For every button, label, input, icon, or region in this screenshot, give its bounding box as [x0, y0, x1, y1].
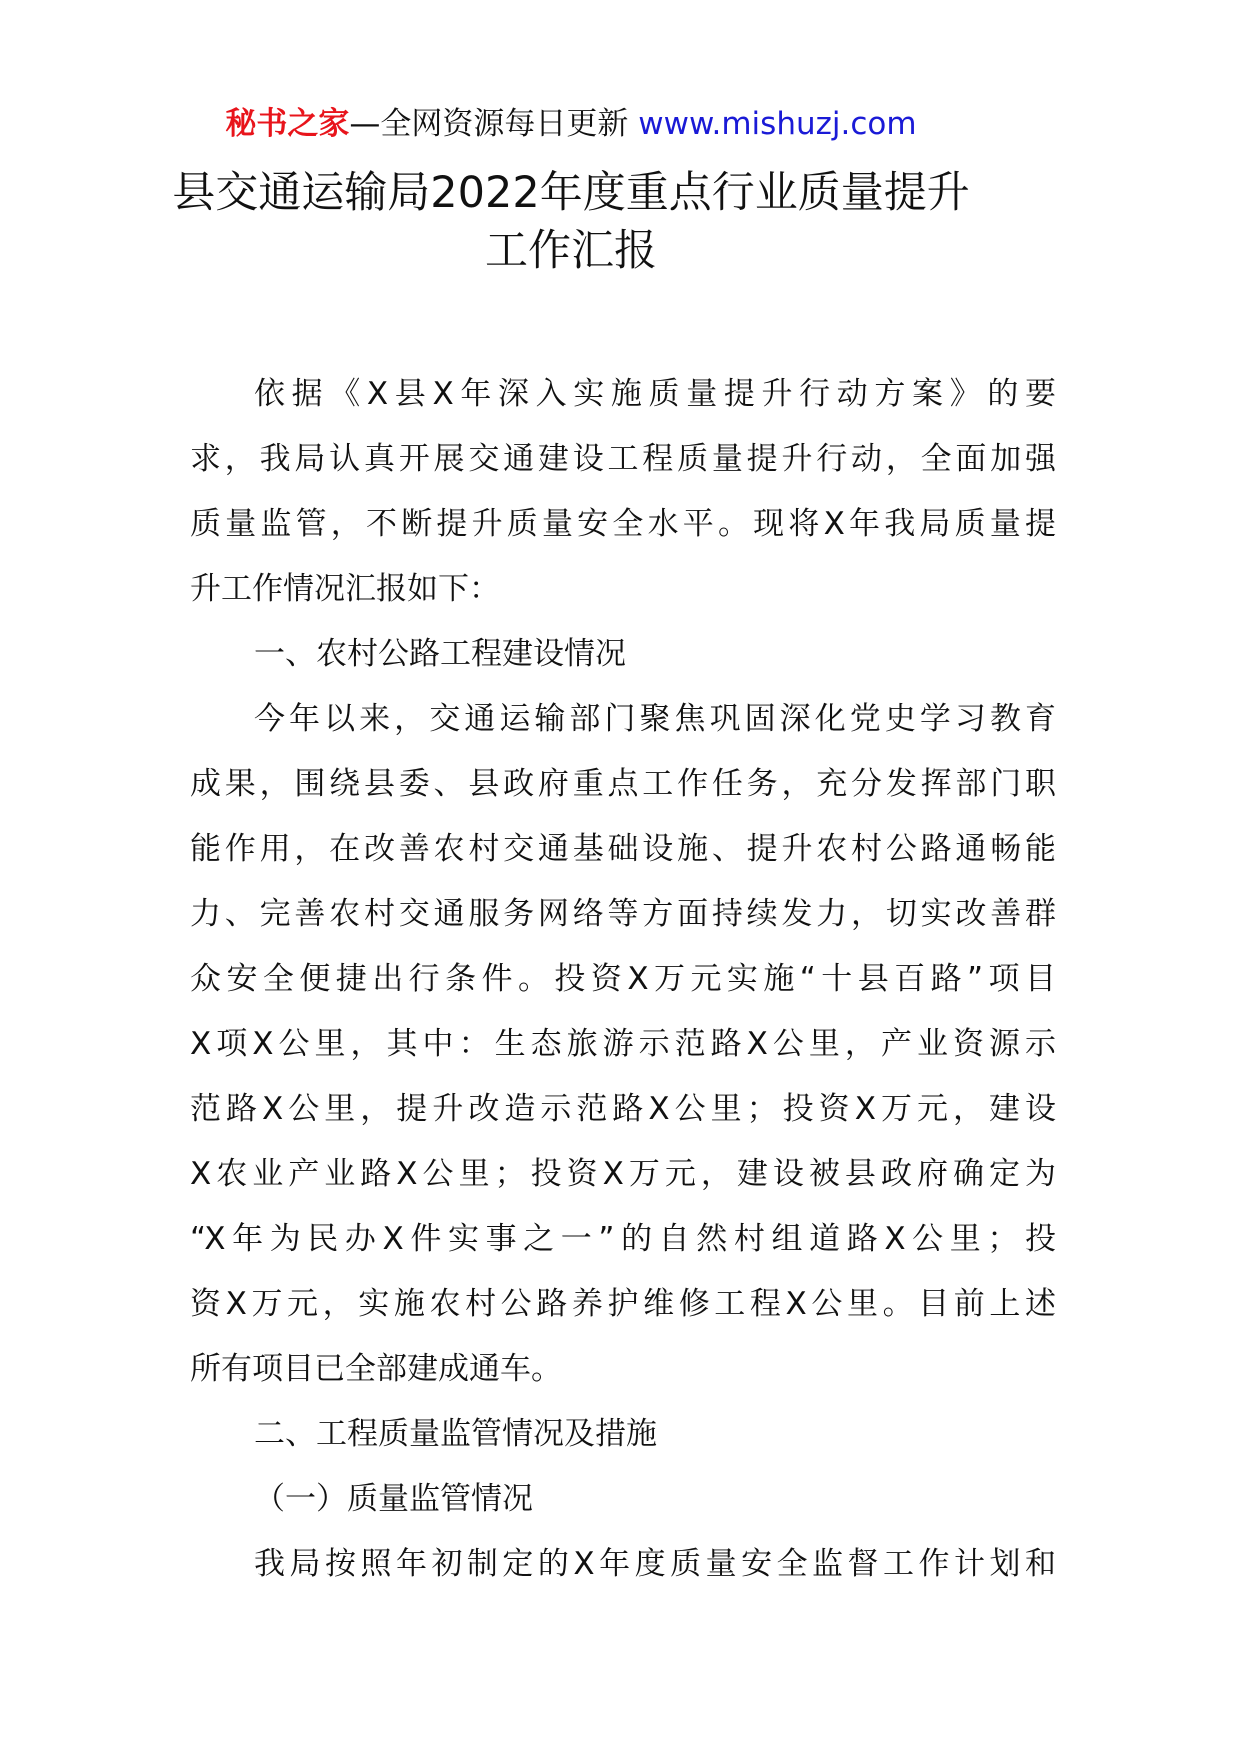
section-heading: 一、农村公路工程建设情况	[254, 636, 626, 672]
body-line: 范路X公里，提升改造示范路X公里；投资X万元，建设	[190, 1091, 1056, 1127]
title-line-1: 县交通运输局2022年度重点行业质量提升	[172, 168, 970, 218]
body-line: 众安全便捷出行条件。投资X万元实施“十县百路”项目	[190, 961, 1056, 997]
body-line: X项X公里，其中：生态旅游示范路X公里，产业资源示	[190, 1026, 1056, 1062]
body-line: 今年以来，交通运输部门聚焦巩固深化党史学习教育	[254, 701, 1056, 737]
site-url[interactable]: www.mishuzj.com	[638, 106, 917, 142]
body-line: 资X万元，实施农村公路养护维修工程X公里。目前上述	[190, 1286, 1056, 1322]
body-line: 求，我局认真开展交通建设工程质量提升行动，全面加强	[190, 441, 1056, 477]
site-slogan: —全网资源每日更新	[349, 106, 629, 142]
body-line: 所有项目已全部建成通车。	[190, 1351, 562, 1387]
body-line: 能作用，在改善农村交通基础设施、提升农村公路通畅能	[190, 831, 1056, 867]
document-title	[150, 164, 992, 280]
body-line: 质量监管，不断提升质量安全水平。现将X年我局质量提	[190, 506, 1056, 542]
site-brand: 秘书之家	[225, 106, 350, 142]
body-line: 我局按照年初制定的X年度质量安全监督工作计划和	[254, 1546, 1056, 1582]
body-line: 成果，围绕县委、县政府重点工作任务，充分发挥部门职	[190, 766, 1056, 802]
site-header	[0, 104, 1142, 144]
section-heading: 二、工程质量监管情况及措施	[254, 1416, 657, 1452]
body-line: 依据《X县X年深入实施质量提升行动方案》的要	[254, 376, 1056, 412]
body-line: “X年为民办X件实事之一”的自然村组道路X公里；投	[190, 1221, 1056, 1257]
body-line: 升工作情况汇报如下：	[190, 571, 500, 607]
document-body	[190, 362, 1056, 1597]
body-line: 力、完善农村交通服务网络等方面持续发力，切实改善群	[190, 896, 1056, 932]
body-line: X农业产业路X公里；投资X万元，建设被县政府确定为	[190, 1156, 1056, 1192]
subsection-heading: （一）质量监管情况	[254, 1481, 533, 1517]
title-line-2: 工作汇报	[485, 226, 657, 276]
